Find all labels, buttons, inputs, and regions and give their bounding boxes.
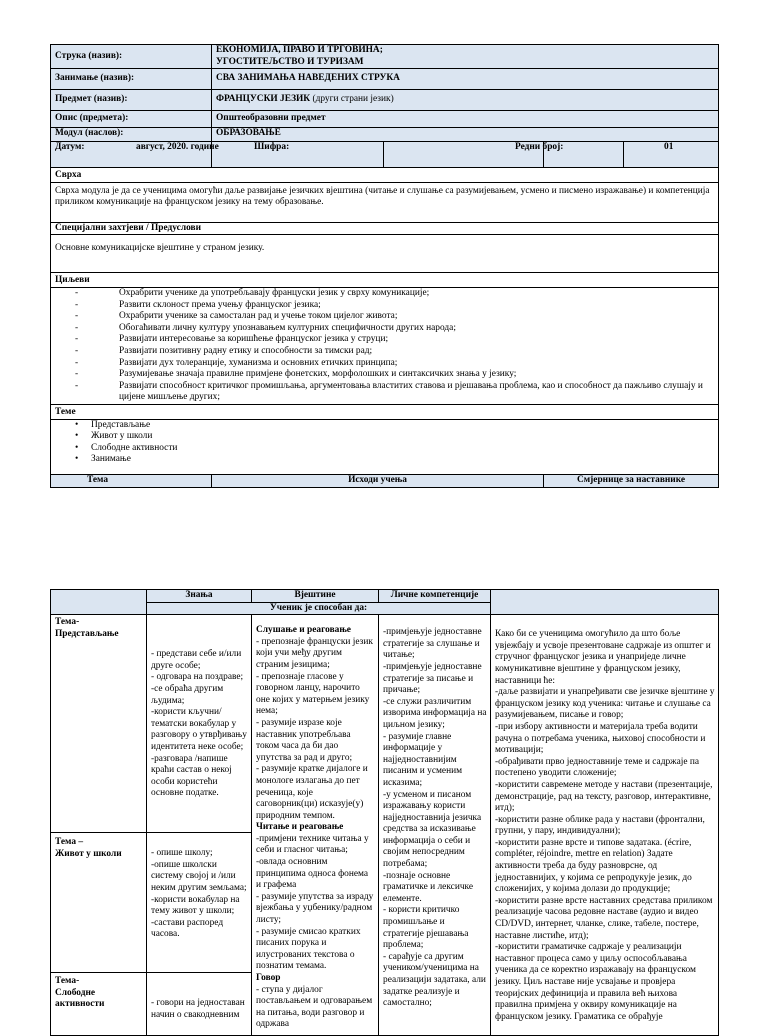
order-value: 01 [624,142,719,168]
list-item: - Разумијевање значаја правилне примјене фонетских, морфолошких и синтаксичких знања у језику; [55,369,714,381]
knowledge-2: - опише школу; -опише школски систему својој и /или неким другим земљама; -користи вокабулар на тему живот у школи; -састави распоред часова. [151,848,247,940]
list-item: - Обогаћивати личну културу упознавањем културних специфичности других народа; [55,323,714,335]
field-label: Модул (наслов): [51,128,212,142]
empty-header [51,590,147,615]
skills-header: Вјештине [252,590,379,603]
themes-row [51,419,719,474]
themes-cell [51,419,719,474]
field-value: ЕКОНОМИЈА, ПРАВО И ТРГОВИНА; УГОСТИТЕЉСТВО И ТУРИЗАМ [212,45,719,69]
knowledge-1: - представи себе и/или друге особе; - одговара на поздраве; -се обраћа другим људима; -користи кључни/тематски вокабулар у разговору о утврђивању идентитета неке особе; -разговара /напише краћи састав о некој особи користећи основне податке. [151,649,247,799]
row-field [51,69,719,90]
skills-column: Слушање и реаговање - препознаје француски језик који учи међу другим страним језицима; - препознаје гласове у говорном ланцу, нарочито оне којих у матерњем језику нема; - разумије изразе које наставник употребљава током часа да би дао упутства за рад и друго; - разумије кратке дијалоге и монологе излагања до пет реченица, које саговорник(ци) исказује(у) природним темпом. Читање и реаговање -примјени технике читања у себи и гласног читања; -овлада основним принципима односа фонема и графема - разумије упутства за израду вјежбања у уџбенику/радном листу; - разумије смисао кратких писаних порука и илустрованих текстова о познатим темама. Говор - ступа у дијалог постављањем и одговарањем на питања, води разговор и одржава [252,615,379,1036]
field-value: ОБРАЗОВАЊЕ [212,128,719,142]
subject-name: ФРАНЦУСКИ ЈЕЗИК [216,94,311,105]
purpose-title-row [51,168,719,183]
goals-title-row [51,273,719,288]
field-label: Занимање (назив): [51,69,212,90]
purpose-text-row [51,182,719,222]
special-title: Специјални захтјеви / Предуслови [51,222,719,235]
theme-1: Тема- Представљање [55,617,119,639]
row-field [51,111,719,128]
code-label: Шифра: [254,142,290,153]
theme-column [51,615,147,1036]
list-item: - Развијати дух толеранције, хуманизма и основних етичких принципа; [55,358,714,370]
col-theme-header: Тема [51,474,212,487]
list-item: • Представљање [55,420,714,432]
list-item: - Развијати способност критичког промишљања, аргументовања властитих ставова и рјешавања проблема, као и способност да пажљиво слушају и цијене мишљење других; [55,381,714,404]
field-label: Опис (предмета): [51,111,212,128]
skills-title-1: Слушање и реаговање [256,625,351,636]
theme-3: Тема- Слободне активности [55,976,105,1010]
list-item: • Занимање [55,454,714,466]
outcomes-table [50,589,719,1036]
theme-2: Тема – Живот у школи [55,837,122,859]
special-title-row [51,222,719,235]
competences-header: Личне компетенције [379,590,491,603]
skills-title-3: Говор [256,973,281,983]
list-item: - Охрабрити ученике за самосталан рад и учење током цијелог живота; [55,311,714,323]
row-field [51,45,719,69]
row-field [51,128,719,142]
order-label: Редни број: [544,142,624,168]
list-item: - Развијати интересовање за коришћење француског језика у струци; [55,334,714,346]
module-header-table [50,44,719,488]
themes-title: Теме [51,404,719,419]
guidelines-header [491,590,719,615]
outcomes-header-row [51,590,719,603]
knowledge-header: Знања [147,590,252,603]
list-item: - Охрабрити ученике да употребљавају француски језик у сврху комуникације; [55,288,714,300]
field-label: Струка (назив): [51,45,212,69]
competences-column: -примјењује једноставне стратегије за слушање и читање; -примјењује једноставне стратегије за писање и причање; -се служи различитим изворима информација на циљном језику; - разумије главне информације у најједноставнијим писаним и усменим исказима; -у усменом и писаном изражавању користи најједноставнија језичка средства за исказивање информација о себи и својим непосредним потребама; -познаје основне граматичке и лексичке елементе. - користи критичко промишљање и стратегије рјешавања проблема; - сарађује са другим учеником/ученицима на реализацији задатака, али задатке реализује и самостално; [379,615,491,1036]
themes-list [55,420,714,466]
list-item: • Слободне активности [55,443,714,455]
special-text-row [51,235,719,273]
col-outcomes-header: Исходи учења [212,474,544,487]
knowledge-column [147,615,252,1036]
special-text: Основне комуникацијске вјештине у страном језику. [51,235,719,273]
row-field [51,90,719,111]
field-value: Општеобразовни предмет [212,111,719,128]
date-label: Датум: [51,142,212,168]
able-header: Ученик је способан да: [147,602,491,615]
goals-title: Циљеви [51,273,719,288]
themes-title-row [51,404,719,419]
goals-cell [51,287,719,404]
guidelines-column: Како би се ученицима омогућило да што боље увјежбају и усвоје презентоване садржаје из општег и стручног француског језика и унаприједе личне комуникативне вјештине у француском језику, наставници ће: -даље развијати и унапређивати све језичке вјештине у француском језику код ученика: читање и слушање са разумијевањем, писање и говор; -при избору активности и материјала треба водити рачуна о потребама ученика, њиховој способности и мотивацији; -обрађивати прво једноставније теме и садржаје па постепено уводити сложеније; -користити савремене методе у настави (презентације, демонстрације, рад на тексту, разговор, интерактивне, итд); -користити разне облике рада у настави (фронтални, групни, у пару, индивидуални); -користити разне врсте и типове задатака. (écrire, compléter, réjoindre, mettre en relation) Задате активности треба да буду разноврсне, од једноставнијих, у којима се репродукује језик, до сложенијих, у којима долази до продукције; -користити разне врсте наставних средстава приликом реализације часова редовне наставе (аудио и видео CD/DVD, интернет, чланке, слике, табеле, постере, наставне листиће, итд); -користити граматичке садржаје у реализацији наставног процеса само у циљу оспособљавања ученика да се коректно изражавају на француском језику. Циљ наставе није усвајање и провјера теоријских дефиниција и правила већ њихова правилна примјена у оквиру комуникације на француском језику. Граматика се обрађује [491,615,719,1036]
subject-note: (други страни језик) [310,94,394,105]
field-value: СВА ЗАНИМАЊА НАВЕДЕНИХ СТРУКА [212,69,719,90]
column-header-row [51,474,719,487]
col-guidelines-header: Смјернице за наставнике [544,474,719,487]
goals-row [51,287,719,404]
skills-title-2: Читање и реаговање [256,822,344,833]
date-value: август, 2020. године Шифра: [212,142,384,168]
goals-list [55,288,714,404]
purpose-text: Сврха модула је да се ученицима омогући даље развијање језичких вјештина (читање и слушање са разумијевањем, усмено и писмено изражавање) и компетенција приликом комуникације на француском језику на тему образовање. [51,182,719,222]
knowledge-3: - говори на једноставан начин о свакодневним [151,998,245,1020]
purpose-title: Сврха [51,168,719,183]
list-item: - Развити склоност према учењу француског језика; [55,300,714,312]
table-row [51,615,719,1036]
row-date [51,142,719,168]
field-label: Предмет (назив): [51,90,212,111]
list-item: - Развијати позитивну радну етику и способности за тимски рад; [55,346,714,358]
field-value [212,90,719,111]
list-item: • Живот у школи [55,431,714,443]
